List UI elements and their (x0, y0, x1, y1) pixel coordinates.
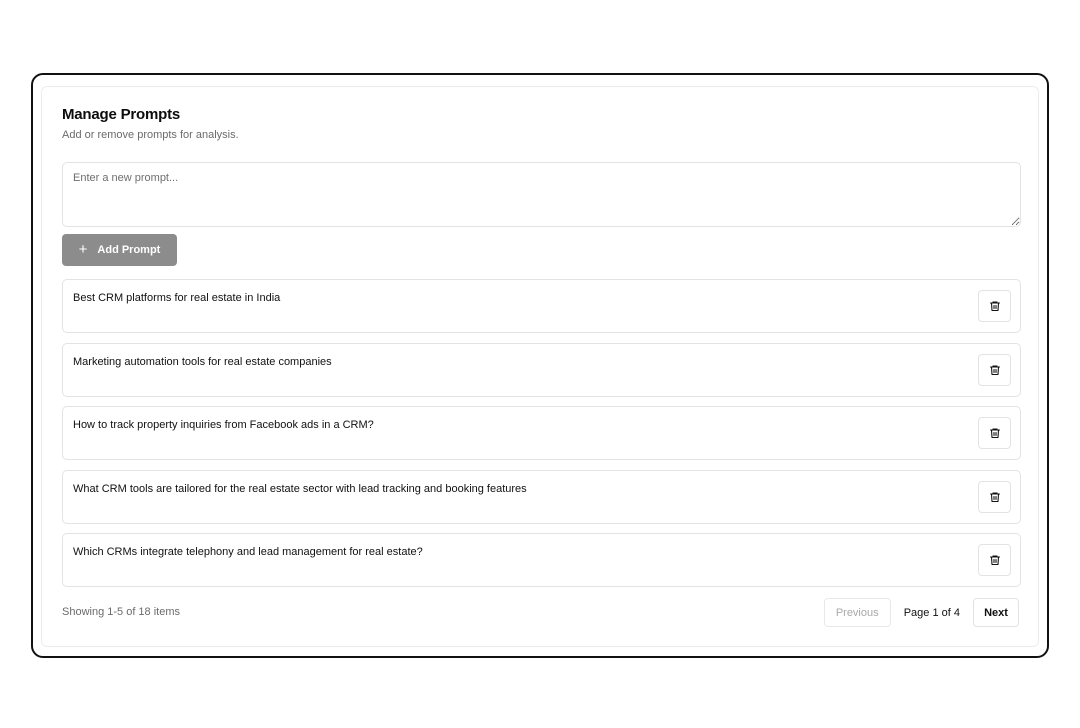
page-indicator: Page 1 of 4 (903, 606, 960, 619)
add-prompt-label: Add Prompt (97, 244, 161, 256)
add-prompt-button[interactable] (62, 234, 177, 266)
delete-prompt-button[interactable] (978, 481, 1011, 513)
list-item (62, 406, 1021, 460)
page-title: Manage Prompts (62, 106, 181, 123)
trash-icon (989, 554, 1001, 566)
delete-prompt-button[interactable] (978, 290, 1011, 322)
delete-prompt-button[interactable] (978, 354, 1011, 386)
prompt-text: Marketing automation tools for real estate companies (73, 355, 332, 368)
trash-icon (989, 364, 1001, 376)
prompt-text: Which CRMs integrate telephony and lead management for real estate? (73, 546, 423, 558)
window-frame (31, 73, 1049, 658)
delete-prompt-button[interactable] (978, 544, 1011, 576)
prompt-list (62, 279, 1021, 597)
trash-icon (989, 491, 1001, 503)
list-item (62, 343, 1021, 397)
trash-icon (989, 300, 1001, 312)
pagination-summary: Showing 1-5 of 18 items (62, 606, 181, 618)
prompt-text: What CRM tools are tailored for the real estate sector with lead tracking and booking features (73, 482, 527, 495)
pagination (824, 598, 1019, 627)
delete-prompt-button[interactable] (978, 417, 1011, 449)
previous-page-button[interactable]: Previous (824, 598, 891, 627)
prompt-text: How to track property inquiries from Facebook ads in a CRM? (73, 419, 374, 431)
manage-prompts-card (41, 86, 1039, 647)
list-item (62, 470, 1021, 524)
trash-icon (989, 427, 1001, 439)
plus-icon: + (78, 241, 88, 258)
list-item (62, 279, 1021, 333)
new-prompt-input[interactable] (62, 162, 1021, 227)
prompt-text: Best CRM platforms for real estate in India (73, 292, 281, 304)
list-item (62, 533, 1021, 587)
page-subtitle: Add or remove prompts for analysis. (62, 129, 239, 141)
next-page-button[interactable]: Next (973, 598, 1019, 627)
